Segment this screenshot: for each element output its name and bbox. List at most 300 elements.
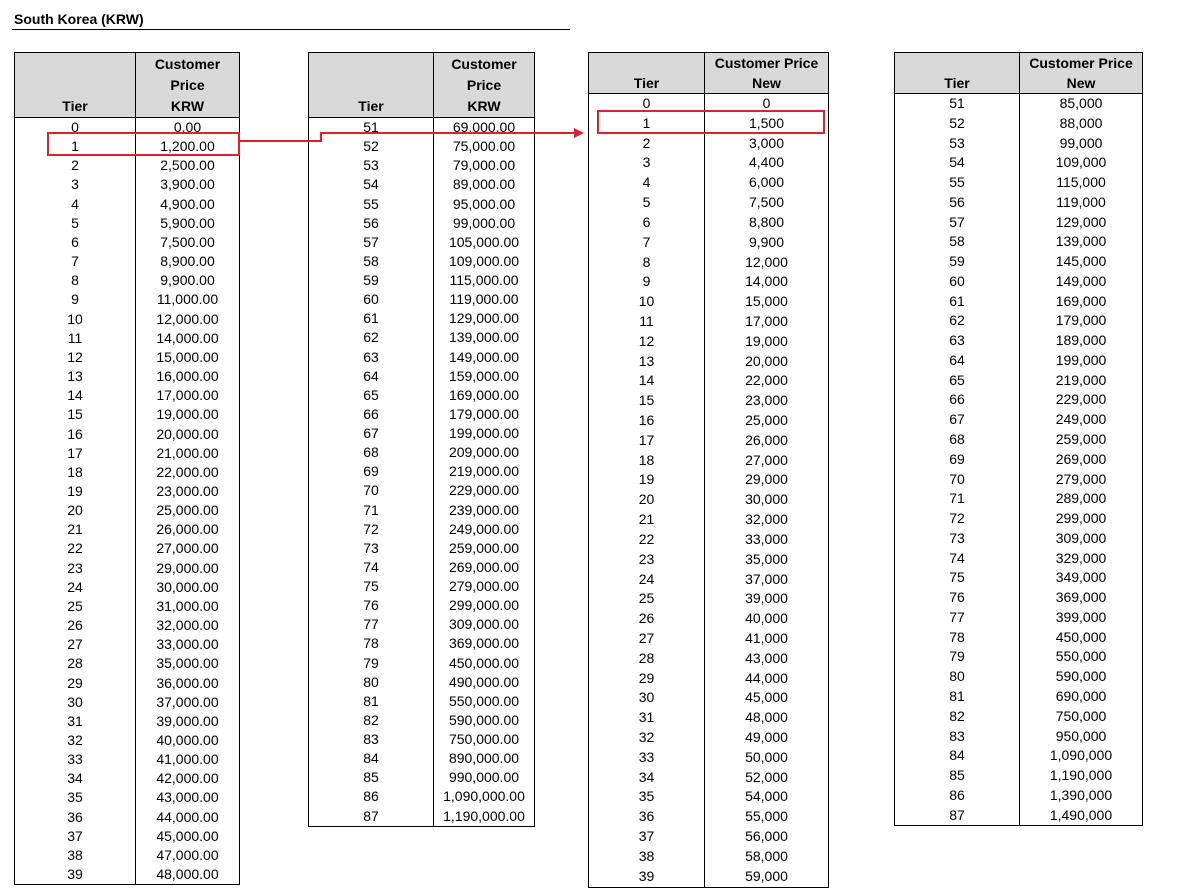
table-row [589, 193, 829, 213]
tier-cell: 58 [949, 233, 965, 250]
header-line: KRW [170, 98, 205, 114]
price-cell: 43,000 [705, 649, 829, 669]
table-row [589, 787, 829, 807]
header-line: KRW [467, 98, 501, 114]
table-row [15, 195, 240, 214]
table-row [309, 692, 535, 711]
tier-cell: 76 [949, 589, 965, 606]
tier-cell: 34 [67, 770, 83, 787]
tier-cell: 80 [949, 668, 965, 685]
price-cell: 450,000.00 [434, 654, 535, 673]
tier-cell: 66 [949, 391, 965, 408]
price-cell: 8,800 [705, 213, 829, 233]
table-row [895, 667, 1143, 687]
price-cell: 1,190,000 [1020, 766, 1143, 786]
price-cell: 349,000 [1020, 568, 1143, 588]
tier-cell: 71 [949, 490, 965, 507]
tier-cell: 19 [67, 482, 83, 499]
price-cell: 249,000 [1020, 410, 1143, 430]
table-row [309, 137, 535, 156]
table-row [309, 443, 535, 462]
tier-cell: 13 [638, 352, 655, 369]
tier-cell: 5 [642, 194, 651, 211]
price-cell: 29,000.00 [136, 559, 240, 578]
header-line: Customer Price [714, 55, 819, 71]
price-cell: 219,000 [1020, 371, 1143, 391]
table-row [15, 175, 240, 194]
price-cell: 21,000.00 [136, 444, 240, 463]
tier-cell: 60 [363, 291, 379, 308]
highlight-box-new-tier-1 [597, 110, 825, 134]
price-cell: 55,000 [705, 807, 829, 827]
table-row [15, 635, 240, 654]
tier-cell: 18 [638, 451, 655, 468]
tier-cell: 51 [949, 95, 965, 111]
tier-cell: 54 [949, 154, 965, 171]
tier-cell: 35 [638, 788, 655, 805]
table-row [15, 367, 240, 386]
price-cell: 249,000.00 [434, 520, 535, 539]
tier-cell: 79 [949, 648, 965, 665]
price-cell: 119,000.00 [434, 290, 535, 309]
table-row [15, 463, 240, 482]
price-cell: 89,000.00 [434, 175, 535, 194]
price-cell: 40,000.00 [136, 731, 240, 750]
price-cell: 109,000 [1020, 153, 1143, 173]
tier-cell: 60 [949, 272, 965, 289]
table-row [589, 173, 829, 193]
tier-cell: 79 [363, 654, 379, 671]
header-customer-price-new [1020, 53, 1143, 94]
price-cell: 49,000 [705, 728, 829, 748]
tier-cell: 1 [71, 138, 79, 155]
table-row [309, 807, 535, 827]
tier-cell: 84 [363, 750, 379, 767]
tier-cell: 15 [67, 406, 83, 423]
price-cell: 7,500 [705, 193, 829, 213]
price-cell: 279,000 [1020, 470, 1143, 490]
table-row [309, 654, 535, 673]
table-row [309, 233, 535, 252]
price-cell: 12,000.00 [136, 310, 240, 329]
table-row [15, 693, 240, 712]
tier-cell: 57 [363, 233, 379, 250]
table-row [15, 156, 240, 175]
table-row [589, 490, 829, 510]
price-cell: 4,400 [705, 153, 829, 173]
price-cell: 30,000.00 [136, 578, 240, 597]
table-row [589, 589, 829, 609]
price-cell: 269,000 [1020, 450, 1143, 470]
price-cell: 19,000 [705, 332, 829, 352]
tier-cell: 65 [949, 371, 965, 388]
table-row [895, 588, 1143, 608]
tier-cell: 27 [67, 636, 83, 653]
tier-cell: 74 [949, 549, 965, 566]
tier-cell: 66 [363, 405, 379, 422]
tier-cell: 19 [638, 471, 655, 488]
table-row [895, 213, 1143, 233]
price-cell: 16,000.00 [136, 367, 240, 386]
table-row [15, 597, 240, 616]
price-cell: 145,000 [1020, 252, 1143, 272]
tier-cell: 73 [949, 529, 965, 546]
price-cell: 369,000.00 [434, 634, 535, 653]
price-cell: 27,000 [705, 451, 829, 471]
tier-cell: 61 [363, 310, 379, 327]
tier-cell: 37 [638, 828, 655, 845]
tier-cell: 38 [638, 847, 655, 864]
table-row [309, 348, 535, 367]
tier-cell: 25 [638, 590, 655, 607]
tier-cell: 58 [363, 252, 379, 269]
table-row [15, 386, 240, 405]
price-cell: 29,000 [705, 470, 829, 490]
table-row [309, 520, 535, 539]
header-customer-price [136, 53, 240, 118]
table-row [589, 134, 829, 154]
price-cell: 139,000 [1020, 232, 1143, 252]
table-row [309, 711, 535, 730]
tier-cell: 22 [638, 530, 655, 547]
price-cell: 550,000.00 [434, 692, 535, 711]
table-row [895, 509, 1143, 529]
table-row [15, 214, 240, 233]
price-cell: 105,000.00 [434, 233, 535, 252]
table-row [15, 271, 240, 290]
table-row [589, 371, 829, 391]
header-tier: Tier [895, 53, 1020, 94]
price-cell: 14,000.00 [136, 329, 240, 348]
price-cell: 329,000 [1020, 549, 1143, 569]
tier-cell: 70 [949, 470, 965, 487]
table-row [309, 290, 535, 309]
price-cell: 189,000 [1020, 331, 1143, 351]
tier-cell: 17 [638, 431, 655, 448]
price-cell: 36,000.00 [136, 674, 240, 693]
tier-cell: 73 [363, 539, 379, 556]
table-row [309, 309, 535, 328]
price-table-current-tiers-51-87 [308, 52, 535, 827]
price-cell: 54,000 [705, 787, 829, 807]
table-row [15, 539, 240, 558]
tier-cell: 7 [71, 253, 79, 270]
tier-cell: 68 [949, 431, 965, 448]
price-table-new-tiers-0-39 [588, 52, 829, 888]
price-cell: 35,000 [705, 550, 829, 570]
price-cell: 129,000.00 [434, 309, 535, 328]
price-cell: 239,000.00 [434, 501, 535, 520]
price-cell: 3,900.00 [136, 175, 240, 194]
table-row [309, 768, 535, 787]
table-row [15, 444, 240, 463]
table-row [309, 730, 535, 749]
table-row [309, 328, 535, 347]
price-cell: 169,000.00 [434, 386, 535, 405]
table-row [895, 292, 1143, 312]
price-cell: 32,000.00 [136, 616, 240, 635]
tier-cell: 24 [638, 570, 655, 587]
tier-cell: 4 [71, 195, 79, 212]
price-cell: 33,000 [705, 530, 829, 550]
table-row [895, 134, 1143, 154]
price-cell: 179,000 [1020, 311, 1143, 331]
price-cell: 41,000.00 [136, 750, 240, 769]
price-cell: 99,000.00 [434, 214, 535, 233]
tier-cell: 87 [949, 806, 965, 823]
table-row [309, 577, 535, 596]
price-cell: 4,900.00 [136, 195, 240, 214]
tier-cell: 2 [642, 134, 651, 151]
tier-cell: 77 [949, 608, 965, 625]
table-row [895, 232, 1143, 252]
price-cell: 119,000 [1020, 193, 1143, 213]
table-row [309, 175, 535, 194]
table-row [589, 629, 829, 649]
tier-cell: 0 [71, 119, 79, 135]
tier-cell: 28 [638, 649, 655, 666]
header-line: New [1066, 75, 1096, 91]
tier-cell: 62 [949, 312, 965, 329]
price-cell: 39,000 [705, 589, 829, 609]
table-row [309, 156, 535, 175]
tier-cell: 22 [67, 540, 83, 557]
price-cell: 39,000.00 [136, 712, 240, 731]
tier-cell: 34 [638, 768, 655, 785]
header-tier: Tier [589, 53, 705, 94]
tier-cell: 63 [363, 348, 379, 365]
tier-cell: 82 [949, 707, 965, 724]
price-cell: 299,000.00 [434, 596, 535, 615]
table-row [589, 352, 829, 372]
tier-cell: 51 [363, 119, 379, 135]
table-row [15, 520, 240, 539]
tier-cell: 52 [949, 114, 965, 131]
price-cell: 99,000 [1020, 134, 1143, 154]
tier-cell: 53 [949, 134, 965, 151]
tier-cell: 75 [949, 569, 965, 586]
tier-cell: 69 [949, 450, 965, 467]
table-row [589, 649, 829, 669]
table-row [15, 750, 240, 769]
table-row [309, 749, 535, 768]
tier-cell: 16 [638, 412, 655, 428]
tier-cell: 16 [67, 425, 83, 442]
price-cell: 139,000.00 [434, 328, 535, 347]
tier-cell: 63 [949, 332, 965, 349]
price-cell: 199,000 [1020, 351, 1143, 371]
price-cell: 19,000.00 [136, 405, 240, 424]
table-row [895, 786, 1143, 806]
tier-cell: 67 [363, 425, 379, 441]
table-row [589, 768, 829, 788]
table-row [895, 687, 1143, 707]
price-cell: 44,000.00 [136, 808, 240, 827]
price-cell: 50,000 [705, 748, 829, 768]
table-row [589, 213, 829, 233]
price-cell: 0 [705, 94, 829, 114]
tier-cell: 54 [363, 176, 379, 193]
table-row [589, 391, 829, 411]
table-row [895, 193, 1143, 213]
price-cell: 48,000.00 [136, 865, 240, 885]
tier-cell: 3 [71, 176, 79, 193]
price-cell: 52,000 [705, 768, 829, 788]
tier-cell: 23 [67, 559, 83, 576]
price-cell: 8,900.00 [136, 252, 240, 271]
table-row [895, 430, 1143, 450]
table-row [895, 489, 1143, 509]
table-row [309, 787, 535, 806]
price-cell: 95,000.00 [434, 195, 535, 214]
table-row [15, 405, 240, 424]
tier-cell: 59 [363, 272, 379, 288]
tier-cell: 30 [638, 689, 655, 706]
price-cell: 1,500 [705, 114, 829, 134]
table-row [309, 252, 535, 271]
price-cell: 7,500.00 [136, 233, 240, 252]
header-customer-price [434, 53, 535, 118]
price-cell: 199,000.00 [434, 424, 535, 443]
tier-cell: 6 [71, 233, 79, 250]
tier-cell: 5 [71, 214, 79, 231]
tier-cell: 52 [363, 138, 379, 155]
table-row [309, 214, 535, 233]
table-row [895, 331, 1143, 351]
price-cell: 690,000 [1020, 687, 1143, 707]
tier-cell: 80 [363, 673, 379, 690]
table-row [895, 390, 1143, 410]
price-cell: 30,000 [705, 490, 829, 510]
table-row [309, 558, 535, 577]
price-cell: 15,000 [705, 292, 829, 312]
tier-cell: 67 [949, 411, 965, 428]
tier-cell: 77 [363, 616, 379, 633]
tier-cell: 20 [638, 491, 655, 508]
tier-cell: 21 [638, 511, 655, 528]
table-row [15, 674, 240, 693]
table-row [589, 748, 829, 768]
table-row [15, 788, 240, 807]
price-cell: 27,000.00 [136, 539, 240, 558]
price-cell: 550,000 [1020, 647, 1143, 667]
table-row [589, 470, 829, 490]
tier-cell: 6 [642, 213, 651, 230]
price-cell: 15,000.00 [136, 348, 240, 367]
table-row [589, 431, 829, 451]
price-cell: 299,000 [1020, 509, 1143, 529]
table-row [15, 482, 240, 501]
table-row [309, 596, 535, 615]
price-cell: 45,000 [705, 688, 829, 708]
tier-cell: 10 [638, 293, 655, 310]
price-cell: 20,000.00 [136, 425, 240, 444]
table-row [309, 424, 535, 443]
price-cell: 20,000 [705, 352, 829, 372]
table-row [895, 707, 1143, 727]
table-row [895, 371, 1143, 391]
price-cell: 1,190,000.00 [434, 807, 535, 827]
table-row [15, 712, 240, 731]
price-cell: 115,000.00 [434, 271, 535, 290]
price-cell: 14,000 [705, 272, 829, 292]
tier-cell: 33 [67, 751, 83, 768]
header-line: New [752, 75, 781, 91]
table-row [589, 550, 829, 570]
price-cell: 58,000 [705, 847, 829, 867]
tier-cell: 78 [363, 635, 379, 652]
price-cell: 23,000 [705, 391, 829, 411]
header-line: Customer [451, 56, 517, 72]
table-row [589, 570, 829, 590]
price-cell: 229,000.00 [434, 481, 535, 500]
tier-cell: 23 [638, 550, 655, 567]
tier-cell: 64 [949, 351, 965, 368]
table-row [15, 425, 240, 444]
tier-cell: 39 [67, 866, 83, 883]
table-row [589, 669, 829, 689]
price-cell: 6,000 [705, 173, 829, 193]
table-row [589, 312, 829, 332]
arrow-head [574, 128, 584, 138]
table-row [895, 549, 1143, 569]
table-row [589, 510, 829, 530]
price-cell: 209,000.00 [434, 443, 535, 462]
price-cell: 9,900 [705, 233, 829, 253]
table-row [895, 173, 1143, 193]
tier-cell: 11 [67, 329, 83, 346]
table-row [589, 253, 829, 273]
table-row [15, 329, 240, 348]
tier-cell: 75 [363, 578, 379, 594]
price-cell: 42,000.00 [136, 769, 240, 788]
table-row [15, 348, 240, 367]
tier-cell: 15 [638, 392, 655, 409]
tier-cell: 20 [67, 502, 83, 519]
table-row [895, 153, 1143, 173]
tier-cell: 26 [67, 617, 83, 634]
tier-cell: 55 [363, 195, 379, 212]
table-row [895, 746, 1143, 766]
tier-cell: 82 [363, 711, 379, 728]
tier-cell: 81 [363, 692, 379, 709]
tier-cell: 56 [949, 193, 965, 210]
price-cell: 129,000 [1020, 213, 1143, 233]
table-row [309, 367, 535, 386]
table-row [589, 807, 829, 827]
price-cell: 259,000 [1020, 430, 1143, 450]
tier-cell: 14 [67, 387, 83, 404]
tier-cell: 17 [67, 444, 83, 461]
price-cell: 269,000.00 [434, 558, 535, 577]
tier-cell: 38 [67, 846, 83, 863]
table-row [309, 539, 535, 558]
tier-cell: 9 [642, 273, 651, 290]
price-cell: 22,000 [705, 371, 829, 391]
price-cell: 44,000 [705, 669, 829, 689]
price-cell: 37,000.00 [136, 693, 240, 712]
header-line: Price [466, 77, 502, 93]
tier-cell: 55 [949, 174, 965, 191]
price-cell: 590,000.00 [434, 711, 535, 730]
price-cell: 85,000 [1020, 94, 1143, 114]
price-cell: 115,000 [1020, 173, 1143, 193]
price-cell: 450,000 [1020, 628, 1143, 648]
price-cell: 309,000.00 [434, 615, 535, 634]
price-cell: 890,000.00 [434, 749, 535, 768]
tier-cell: 70 [363, 482, 379, 499]
highlight-box-old-tier-1 [47, 132, 240, 156]
